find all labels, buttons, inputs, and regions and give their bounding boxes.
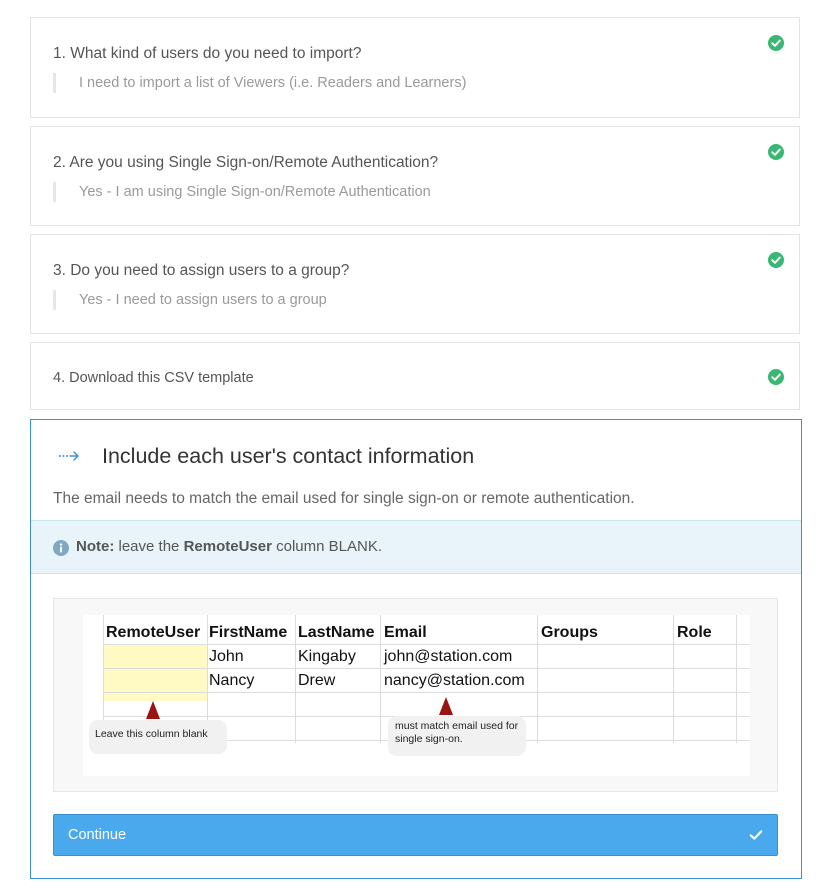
callout-arrow xyxy=(439,697,453,715)
step-1-answer: I need to import a list of Viewers (i.e. Readers and Learners) xyxy=(53,73,466,93)
grid-line xyxy=(380,615,381,743)
note-text-after: column BLANK. xyxy=(276,538,382,555)
step-2-answer: Yes - I am using Single Sign-on/Remote Authentication xyxy=(53,182,431,202)
callout-arrow xyxy=(146,701,160,719)
sheet-cell: Kingaby xyxy=(298,648,356,665)
arrow-right-icon xyxy=(58,449,80,463)
example-spreadsheet xyxy=(83,615,750,776)
active-step-panel xyxy=(30,419,802,879)
check-icon xyxy=(768,252,784,268)
step-4-question: 4. Download this CSV template xyxy=(53,370,254,386)
callout-email-match: must match email used for single sign-on. xyxy=(388,716,526,756)
sheet-cell: nancy@station.com xyxy=(384,672,525,689)
sheet-header-remoteuser: RemoteUser xyxy=(106,624,201,641)
step-3-panel[interactable] xyxy=(30,234,800,334)
callout-blank-column: Leave this column blank xyxy=(89,720,227,754)
blank-cell-highlight xyxy=(103,645,207,668)
blank-cell-highlight xyxy=(103,669,207,701)
sheet-header-email: Email xyxy=(384,624,427,641)
check-icon xyxy=(768,35,784,51)
note-bar xyxy=(31,520,801,574)
check-icon xyxy=(768,144,784,160)
grid-line xyxy=(103,668,750,669)
continue-label: Continue xyxy=(68,827,127,843)
step-1-panel[interactable] xyxy=(30,17,800,118)
step-3-answer: Yes - I need to assign users to a group xyxy=(53,290,327,310)
sheet-header-lastname: LastName xyxy=(298,624,375,641)
sheet-cell: john@station.com xyxy=(384,648,513,665)
note-column-name: RemoteUser xyxy=(183,538,272,555)
grid-line xyxy=(103,692,750,693)
step-2-panel[interactable] xyxy=(30,126,800,226)
grid-line xyxy=(103,644,750,645)
sheet-header-role: Role xyxy=(677,624,712,641)
step-3-question: 3. Do you need to assign users to a group? xyxy=(53,262,350,279)
check-icon xyxy=(749,828,763,842)
note-text-before: leave the xyxy=(118,538,180,555)
active-step-description: The email needs to match the email used for single sign-on or remote authentication. xyxy=(53,490,635,507)
step-1-question: 1. What kind of users do you need to import? xyxy=(53,45,362,62)
note-label: Note: xyxy=(76,538,115,555)
step-2-question: 2. Are you using Single Sign-on/Remote Authentication? xyxy=(53,154,439,171)
note-text xyxy=(76,538,382,555)
continue-button[interactable] xyxy=(53,814,778,856)
step-4-panel[interactable] xyxy=(30,342,800,410)
sheet-cell: Nancy xyxy=(209,672,255,689)
grid-line xyxy=(736,615,737,743)
grid-line xyxy=(673,615,674,743)
grid-line xyxy=(295,615,296,743)
example-image-panel xyxy=(53,598,778,792)
active-step-title: Include each user's contact information xyxy=(102,444,475,468)
sheet-cell: Drew xyxy=(298,672,336,689)
grid-line xyxy=(537,615,538,743)
sheet-header-firstname: FirstName xyxy=(209,624,288,641)
check-icon xyxy=(768,369,784,385)
sheet-header-groups: Groups xyxy=(541,624,598,641)
info-icon xyxy=(53,540,69,556)
sheet-cell: John xyxy=(209,648,244,665)
